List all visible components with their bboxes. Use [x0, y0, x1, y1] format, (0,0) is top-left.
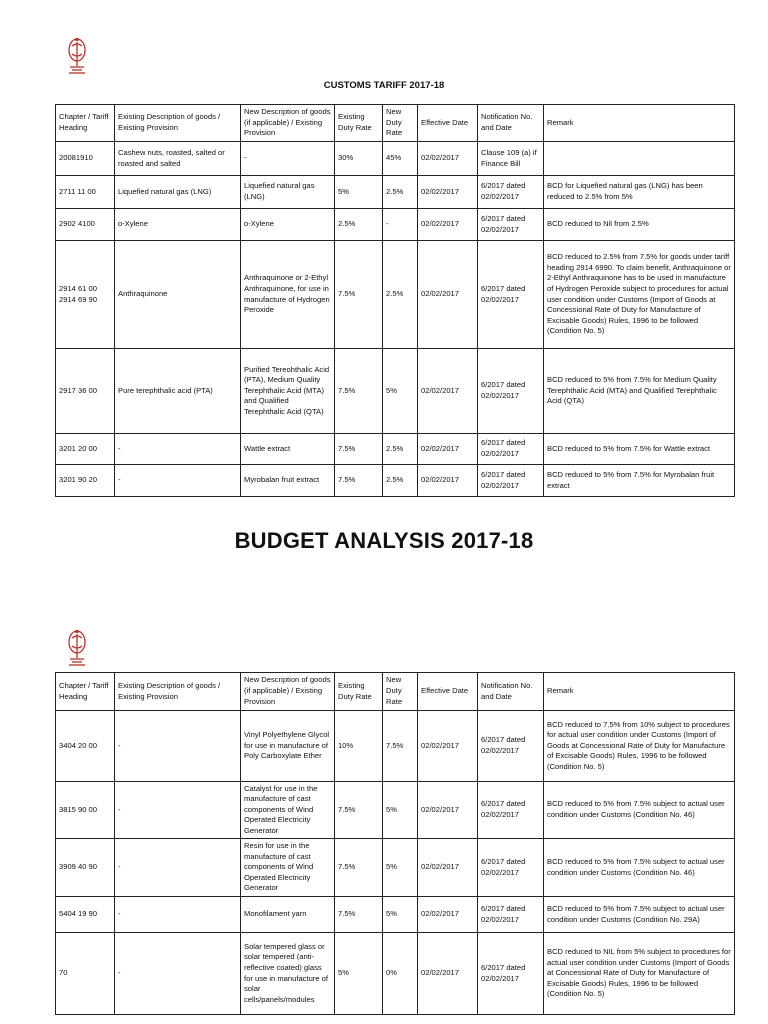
effective-date-cell: 02/02/2017: [418, 349, 478, 434]
column-header: New Description of goods (if applicable) / Existing Provision: [241, 105, 335, 142]
effective-date-cell: 02/02/2017: [418, 176, 478, 209]
remark-cell: BCD reduced to Nil from 2.5%: [544, 209, 735, 241]
chapter-cell: 3201 90 20: [56, 465, 115, 497]
existing-rate-cell: 5%: [335, 933, 383, 1015]
chapter-cell: 2917 36 00: [56, 349, 115, 434]
new-desc-cell: Myrobalan fruit extract: [241, 465, 335, 497]
column-header: New Duty Rate: [383, 105, 418, 142]
notification-cell: 6/2017 dated 02/02/2017: [478, 176, 544, 209]
table-row: [56, 711, 735, 782]
table-row: [56, 434, 735, 465]
existing-rate-cell: 5%: [335, 176, 383, 209]
new-rate-cell: 2.5%: [383, 241, 418, 349]
effective-date-cell: 02/02/2017: [418, 434, 478, 465]
remark-cell: [544, 142, 735, 176]
existing-desc-cell: Anthraquinone: [115, 241, 241, 349]
new-rate-cell: -: [383, 209, 418, 241]
existing-rate-cell: 7.5%: [335, 897, 383, 933]
chapter-cell: 3909 40 90: [56, 839, 115, 897]
existing-rate-cell: 7.5%: [335, 465, 383, 497]
existing-desc-cell: -: [115, 711, 241, 782]
tariff-table-1: [55, 104, 735, 497]
existing-desc-cell: Pure terephthalic acid (PTA): [115, 349, 241, 434]
chapter-cell: 2914 61 00 2914 69 90: [56, 241, 115, 349]
existing-rate-cell: 7.5%: [335, 434, 383, 465]
chapter-cell: 3815 90 00: [56, 782, 115, 839]
new-rate-cell: 5%: [383, 349, 418, 434]
table-row: [56, 241, 735, 349]
table-row: [56, 897, 735, 933]
chapter-cell: 2902 4100: [56, 209, 115, 241]
existing-rate-cell: 7.5%: [335, 782, 383, 839]
notification-cell: 6/2017 dated 02/02/2017: [478, 209, 544, 241]
notification-cell: 6/2017 dated 02/02/2017: [478, 782, 544, 839]
effective-date-cell: 02/02/2017: [418, 241, 478, 349]
column-header: New Duty Rate: [383, 673, 418, 711]
column-header: Remark: [544, 673, 735, 711]
existing-rate-cell: 10%: [335, 711, 383, 782]
table-row: [56, 782, 735, 839]
table-row: [56, 176, 735, 209]
table-row: [56, 209, 735, 241]
existing-desc-cell: Liquefied natural gas (LNG): [115, 176, 241, 209]
chapter-cell: 20081910: [56, 142, 115, 176]
effective-date-cell: 02/02/2017: [418, 839, 478, 897]
effective-date-cell: 02/02/2017: [418, 782, 478, 839]
effective-date-cell: 02/02/2017: [418, 933, 478, 1015]
existing-desc-cell: -: [115, 782, 241, 839]
notification-cell: 6/2017 dated 02/02/2017: [478, 839, 544, 897]
column-header: Remark: [544, 105, 735, 142]
existing-desc-cell: -: [115, 839, 241, 897]
notification-cell: 6/2017 dated 02/02/2017: [478, 897, 544, 933]
notification-cell: 6/2017 dated 02/02/2017: [478, 711, 544, 782]
existing-desc-cell: Cashew nuts, roasted, salted or roasted and salted: [115, 142, 241, 176]
new-desc-cell: Purified Tereohthalic Acid (PTA), Medium Quality Terephthalic Acid (MTA) and Qualified Terephthalic Acid (QTA): [241, 349, 335, 434]
tariff-table-2: [55, 672, 735, 1015]
new-rate-cell: 5%: [383, 839, 418, 897]
table-row: [56, 349, 735, 434]
column-header: Chapter / Tariff Heading: [56, 105, 115, 142]
column-header: Effective Date: [418, 673, 478, 711]
table-row: [56, 142, 735, 176]
new-desc-cell: o-Xylene: [241, 209, 335, 241]
table-header-row: [56, 105, 735, 142]
new-rate-cell: 0%: [383, 933, 418, 1015]
emblem-icon: [66, 36, 88, 76]
remark-cell: BCD for Liquefied natural gas (LNG) has been reduced to 2.5% from 5%: [544, 176, 735, 209]
new-desc-cell: Resin for use in the manufacture of cast components of Wind Operated Electricity Generator: [241, 839, 335, 897]
new-rate-cell: 45%: [383, 142, 418, 176]
emblem-icon: [66, 628, 88, 668]
column-header: Existing Description of goods / Existing Provision: [115, 105, 241, 142]
effective-date-cell: 02/02/2017: [418, 209, 478, 241]
effective-date-cell: 02/02/2017: [418, 711, 478, 782]
chapter-cell: 2711 11 00: [56, 176, 115, 209]
existing-rate-cell: 7.5%: [335, 241, 383, 349]
doc-title: CUSTOMS TARIFF 2017-18: [323, 80, 445, 91]
new-rate-cell: 2.5%: [383, 465, 418, 497]
notification-cell: 6/2017 dated 02/02/2017: [478, 933, 544, 1015]
existing-desc-cell: -: [115, 933, 241, 1015]
remark-cell: BCD reduced to 5% from 7.5% for Myrobalan fruit extract: [544, 465, 735, 497]
column-header: Chapter / Tariff Heading: [56, 673, 115, 711]
column-header: Existing Duty Rate: [335, 105, 383, 142]
new-desc-cell: Solar tempered glass or solar tempered (anti-reflective coated) glass for use in manufacture of solar cells/panels/modules: [241, 933, 335, 1015]
new-desc-cell: Vinyl Polyethylene Glycol for use in manufacture of Poly Carboxylate Ether: [241, 711, 335, 782]
existing-desc-cell: -: [115, 897, 241, 933]
column-header: New Description of goods (if applicable) / Existing Provision: [241, 673, 335, 711]
notification-cell: 6/2017 dated 02/02/2017: [478, 434, 544, 465]
new-desc-cell: -: [241, 142, 335, 176]
column-header: Effective Date: [418, 105, 478, 142]
effective-date-cell: 02/02/2017: [418, 142, 478, 176]
notification-cell: Clause 109 (a) if Finance Bill: [478, 142, 544, 176]
new-desc-cell: Anthraquinone or 2-Ethyl Anthraquinone, for use in manufacture of Hydrogen Peroxide: [241, 241, 335, 349]
new-rate-cell: 5%: [383, 782, 418, 839]
new-desc-cell: Catalyst for use in the manufacture of cast components of Wind Operated Electricity Generator: [241, 782, 335, 839]
notification-cell: 6/2017 dated 02/02/2017: [478, 349, 544, 434]
chapter-cell: 3404 20 00: [56, 711, 115, 782]
notification-cell: 6/2017 dated 02/02/2017: [478, 465, 544, 497]
new-rate-cell: 2.5%: [383, 176, 418, 209]
new-rate-cell: 5%: [383, 897, 418, 933]
remark-cell: BCD reduced to 5% from 7.5% subject to actual user condition under Customs (Condition No. 29A): [544, 897, 735, 933]
effective-date-cell: 02/02/2017: [418, 897, 478, 933]
existing-desc-cell: o-Xylene: [115, 209, 241, 241]
new-rate-cell: 7.5%: [383, 711, 418, 782]
existing-desc-cell: -: [115, 465, 241, 497]
page-title: BUDGET ANALYSIS 2017-18: [234, 528, 534, 553]
table-header-row: [56, 673, 735, 711]
remark-cell: BCD reduced to 2.5% from 7.5% for goods under tariff heading 2914 6990. To claim benefit, Anthraquinone or 2-Ethyl Anthraquinone has to be used in manufacture of Hydrogen Peroxide subject to procedures for actual user condition under Customs (Import of Goods at Concessional Rate of Duty for Manufacture of Excisable Goods) Rules, 1996 to be followed (Condition No. 5): [544, 241, 735, 349]
new-rate-cell: 2.5%: [383, 434, 418, 465]
new-desc-cell: Monofilament yarn: [241, 897, 335, 933]
chapter-cell: 3201 20 00: [56, 434, 115, 465]
table-row: [56, 839, 735, 897]
existing-rate-cell: 2.5%: [335, 209, 383, 241]
column-header: Existing Description of goods / Existing Provision: [115, 673, 241, 711]
remark-cell: BCD reduced to NIL from 5% subject to procedures for actual user condition under Customs (Import of Goods at Concessional Rate of Duty for Manufacture of Excisable Goods) Rules, 1996 to be followed (Condition No. 5): [544, 933, 735, 1015]
column-header: Existing Duty Rate: [335, 673, 383, 711]
column-header: Notification No. and Date: [478, 673, 544, 711]
existing-desc-cell: -: [115, 434, 241, 465]
existing-rate-cell: 7.5%: [335, 349, 383, 434]
firm-logo-bottom: [66, 628, 88, 668]
existing-rate-cell: 7.5%: [335, 839, 383, 897]
remark-cell: BCD reduced to 5% from 7.5% for Medium Quality Terephthalic Acid (MTA) and Qualified Terephthalic Acid (QTA): [544, 349, 735, 434]
new-desc-cell: Wattle extract: [241, 434, 335, 465]
table-row: [56, 933, 735, 1015]
firm-logo-top: [66, 36, 88, 76]
remark-cell: BCD reduced to 7.5% from 10% subject to procedures for actual user condition under Customs (Import of Goods at Concessional Rate of Duty for Manufacture of Excisable Goods) Rules, 1996 to be followed (Condition No. 5): [544, 711, 735, 782]
notification-cell: 6/2017 dated 02/02/2017: [478, 241, 544, 349]
chapter-cell: 5404 19 90: [56, 897, 115, 933]
new-desc-cell: Liquefied natural gas (LNG): [241, 176, 335, 209]
existing-rate-cell: 30%: [335, 142, 383, 176]
effective-date-cell: 02/02/2017: [418, 465, 478, 497]
table-row: [56, 465, 735, 497]
column-header: Notification No. and Date: [478, 105, 544, 142]
remark-cell: BCD reduced to 5% from 7.5% subject to actual user condition under Customs (Condition No. 46): [544, 782, 735, 839]
remark-cell: BCD reduced to 5% from 7.5% for Wattle extract: [544, 434, 735, 465]
chapter-cell: 70: [56, 933, 115, 1015]
remark-cell: BCD reduced to 5% from 7.5% subject to actual user condition under Customs (Condition No. 46): [544, 839, 735, 897]
